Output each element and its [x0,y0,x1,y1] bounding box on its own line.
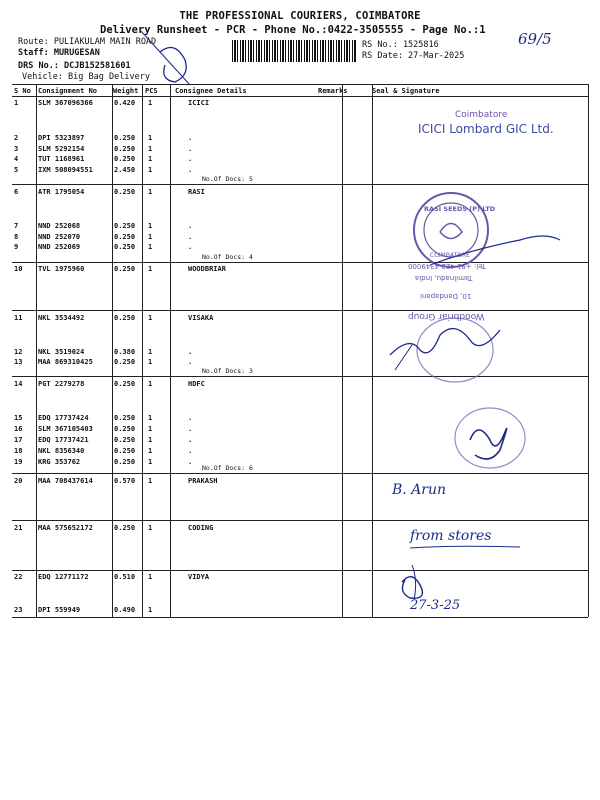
row-sno: 6 [14,188,19,196]
row-consignee: . [188,166,193,174]
row-consignee: ICICI [188,99,210,107]
row-consignee: . [188,134,193,142]
woodbriar-stamp-line: 10, Dandapani [420,292,472,300]
rasi-stamp-city: COIMBATORE [430,252,470,259]
row-consignee: . [188,458,193,466]
row-consignment: DPI 5323897 [38,134,85,142]
row-pcs: 1 [148,243,153,251]
col-pcs: PCS [145,87,158,95]
row-consignee: . [188,348,193,356]
vidya-signature [402,577,422,599]
corner-annotation: 69/5 [518,30,552,48]
rasi-stamp-text: RASI SEEDS (P) LTD [424,205,496,213]
row-consignee: VISAKA [188,314,214,322]
row-sno: 11 [14,314,23,322]
row-weight: 0.250 [114,222,136,230]
rs-number: RS No.: 1525816 [362,40,439,50]
row-weight: 0.250 [114,447,136,455]
row-consignment: DPI 559949 [38,606,81,614]
woodbriar-stamp-line: Tamilnadu, India [415,274,473,282]
row-weight: 0.420 [114,99,136,107]
col-seal: Seal & Signature [372,87,440,95]
col-remarks: Remarks [318,87,348,95]
row-sno: 14 [14,380,23,388]
row-sno: 17 [14,436,23,444]
row-pcs: 1 [148,265,153,273]
row-pcs: 1 [148,436,153,444]
row-sno: 23 [14,606,23,614]
row-pcs: 1 [148,348,153,356]
row-sno: 10 [14,265,23,273]
col-consignee: Consignee Details [175,87,247,95]
row-pcs: 1 [148,414,153,422]
row-consignment: NKL 3534492 [38,314,85,322]
row-pcs: 1 [148,458,153,466]
row-consignee: CODING [188,524,214,532]
row-consignee: . [188,447,193,455]
woodbriar-stamp-name: Woodbriar Group [408,311,485,321]
row-consignment: PGT 2279278 [38,380,85,388]
row-pcs: 1 [148,99,153,107]
staff-label: Staff: MURUGESAN [18,48,100,58]
row-sno: 12 [14,348,23,356]
row-sno: 22 [14,573,23,581]
row-consignment: ATR 1795054 [38,188,85,196]
row-weight: 0.250 [114,458,136,466]
row-pcs: 1 [148,524,153,532]
row-consignee: VIDYA [188,573,210,581]
row-consignment: SLM 5292154 [38,145,85,153]
row-consignment: MAA 575652172 [38,524,93,532]
row-weight: 0.250 [114,414,136,422]
row-pcs: 1 [148,606,153,614]
rs-date: RS Date: 27-Mar-2025 [362,51,465,61]
row-consignment: MAA 708437614 [38,477,93,485]
row-weight: 0.250 [114,265,136,273]
row-pcs: 1 [148,425,153,433]
row-weight: 0.250 [114,358,136,366]
row-consignee: PRAKASH [188,477,218,485]
row-pcs: 1 [148,477,153,485]
doc-count: No.Of Docs: 4 [202,253,253,261]
row-sno: 16 [14,425,23,433]
row-consignment: EDQ 17737421 [38,436,89,444]
row-consignee: . [188,155,193,163]
vehicle-label: Vehicle: Big Bag Delivery [22,72,150,82]
row-weight: 0.250 [114,380,136,388]
doc-count: No.Of Docs: 5 [202,175,253,183]
row-consignee: . [188,145,193,153]
col-consignment: Consignment No [38,87,98,95]
row-pcs: 1 [148,134,153,142]
row-sno: 21 [14,524,23,532]
row-pcs: 1 [148,314,153,322]
row-weight: 0.510 [114,573,136,581]
row-sno: 13 [14,358,23,366]
row-sno: 19 [14,458,23,466]
row-pcs: 1 [148,447,153,455]
row-pcs: 1 [148,358,153,366]
row-sno: 15 [14,414,23,422]
col-sno: S No [14,87,31,95]
rasi-signature [430,236,560,265]
doc-count: No.Of Docs: 6 [202,464,253,472]
row-consignee: WOODBRIAR [188,265,226,273]
runsheet-subtitle: Delivery Runsheet - PCR - Phone No.:0422-3505555 - Page No.:1 [100,24,486,36]
row-pcs: 1 [148,222,153,230]
row-weight: 0.250 [114,155,136,163]
doc-count: No.Of Docs: 3 [202,367,253,375]
row-weight: 0.250 [114,134,136,142]
row-weight: 0.250 [114,314,136,322]
visaka-stamp [417,318,493,382]
row-consignment: EDQ 17737424 [38,414,89,422]
row-sno: 8 [14,233,19,241]
row-consignee: . [188,358,193,366]
row-consignment: NND 252068 [38,222,81,230]
row-weight: 0.250 [114,425,136,433]
row-weight: 0.380 [114,348,136,356]
icici-stamp-city: Coimbatore [455,110,508,120]
col-weight: Weight [113,87,139,95]
row-consignment: IXM 508094551 [38,166,93,174]
row-consignment: NND 252069 [38,243,81,251]
row-sno: 4 [14,155,19,163]
row-sno: 2 [14,134,19,142]
row-weight: 0.490 [114,606,136,614]
row-consignee: . [188,425,193,433]
coding-underline [410,546,520,548]
row-consignee: . [188,243,193,251]
woodbriar-stamp-line: Tel: +91 422 4349000 [408,262,486,270]
row-consignee: RASI [188,188,205,196]
row-sno: 5 [14,166,19,174]
row-weight: 0.250 [114,145,136,153]
row-sno: 7 [14,222,19,230]
row-sno: 18 [14,447,23,455]
row-consignment: NKL 3519024 [38,348,85,356]
row-pcs: 1 [148,155,153,163]
row-consignee: . [188,414,193,422]
row-pcs: 1 [148,573,153,581]
row-sno: 1 [14,99,19,107]
row-weight: 0.250 [114,243,136,251]
row-consignment: KRG 353762 [38,458,81,466]
drs-number: DRS No.: DCJB152581601 [18,61,131,71]
company-title: THE PROFESSIONAL COURIERS, COIMBATORE [179,10,421,22]
vidya-stroke [412,565,416,600]
row-consignment: EDQ 12771172 [38,573,89,581]
row-consignment: MAA 869310425 [38,358,93,366]
row-consignment: SLM 367096366 [38,99,93,107]
row-weight: 0.250 [114,524,136,532]
hdfc-signature [470,429,507,459]
prakash-signature: B. Arun [392,482,447,498]
row-weight: 0.570 [114,477,136,485]
row-consignment: NND 252070 [38,233,81,241]
row-weight: 0.250 [114,233,136,241]
row-consignment: TVL 1975960 [38,265,85,273]
row-consignment: TUT 1168961 [38,155,85,163]
row-pcs: 1 [148,188,153,196]
row-consignment: SLM 367105403 [38,425,93,433]
row-consignee: . [188,436,193,444]
row-pcs: 1 [148,380,153,388]
row-sno: 20 [14,477,23,485]
row-weight: 0.250 [114,436,136,444]
coding-signature: from stores [410,528,492,544]
signature-date: 27-3-25 [410,598,461,613]
row-weight: 0.250 [114,188,136,196]
row-weight: 2.450 [114,166,136,174]
row-consignee: . [188,222,193,230]
row-pcs: 1 [148,166,153,174]
rasi-stamp-logo [440,224,462,239]
row-sno: 3 [14,145,19,153]
row-pcs: 1 [148,233,153,241]
route-label: Route: PULIAKULAM MAIN ROAD [18,37,157,47]
row-consignee: HDFC [188,380,205,388]
visaka-signature [390,329,500,355]
row-sno: 9 [14,243,19,251]
row-pcs: 1 [148,145,153,153]
row-consignee: . [188,233,193,241]
icici-stamp-name: ICICI Lombard GIC Ltd. [418,122,554,136]
row-consignment: NKL 8356340 [38,447,85,455]
